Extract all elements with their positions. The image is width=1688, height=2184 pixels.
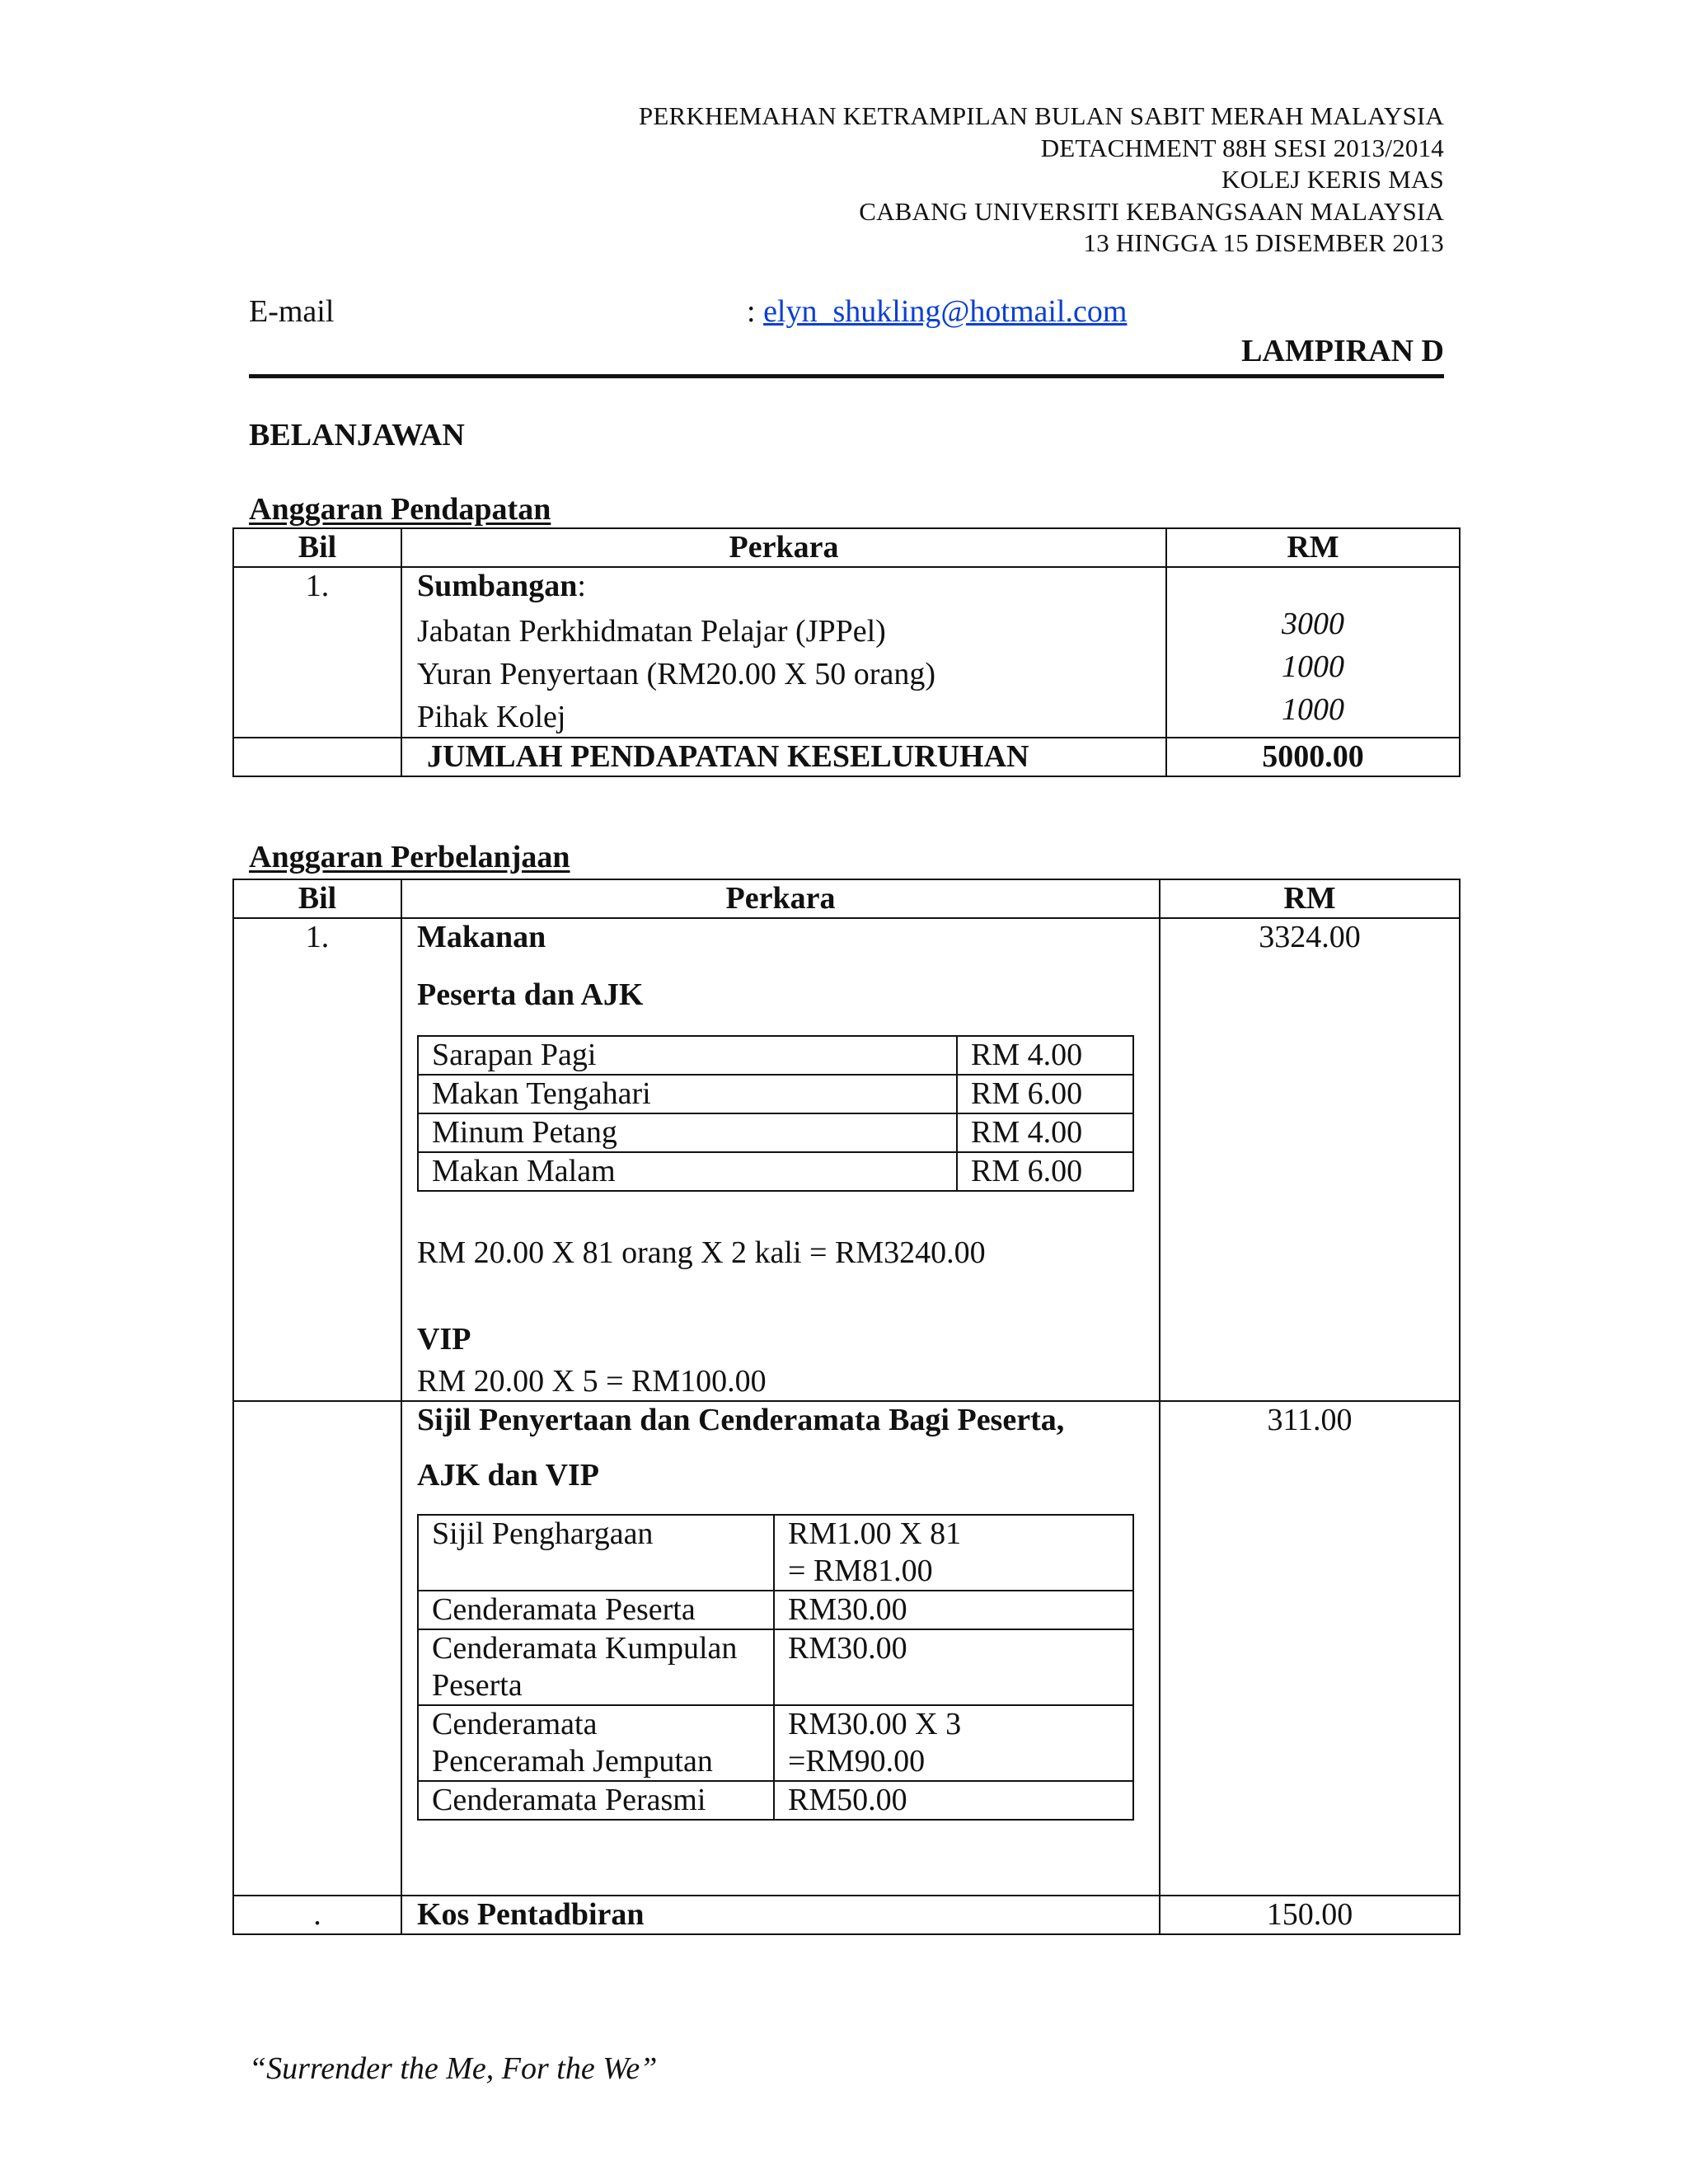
lampiran-label: LAMPIRAN D xyxy=(1241,334,1444,368)
cert-name-line: Peserta xyxy=(432,1668,523,1703)
certs-bil xyxy=(233,1401,401,1896)
food-heading: Makanan xyxy=(417,920,546,954)
cert-price-line: RM30.00 X 3 xyxy=(788,1707,962,1741)
meal-price-table xyxy=(417,1035,1134,1192)
cert-name xyxy=(418,1591,774,1629)
cert-price-line: RM30.00 xyxy=(788,1631,907,1666)
meal-price: RM 4.00 xyxy=(957,1113,1133,1152)
income-item-amount: 3000 xyxy=(1282,607,1344,641)
cert-name-line: Cenderamata Perasmi xyxy=(432,1783,706,1817)
income-row-bil: 1. xyxy=(233,567,401,738)
certs-price-table xyxy=(417,1514,1134,1821)
meal-name: Makan Tengahari xyxy=(418,1075,957,1113)
vip-heading: VIP xyxy=(417,1322,471,1357)
cert-name-line: Cenderamata Peserta xyxy=(432,1592,696,1627)
expense-header-bil: Bil xyxy=(233,879,401,918)
cert-name xyxy=(418,1515,774,1591)
income-section-title: Anggaran Pendapatan xyxy=(249,492,551,527)
meal-name: Sarapan Pagi xyxy=(418,1036,957,1075)
food-perkara xyxy=(401,918,1160,1401)
expense-row-admin xyxy=(233,1896,1460,1934)
cert-price-line: =RM90.00 xyxy=(788,1744,926,1779)
admin-amount: 150.00 xyxy=(1160,1896,1460,1934)
cert-name-line: Cenderamata xyxy=(432,1707,598,1741)
meal-row xyxy=(418,1036,1133,1075)
meal-row xyxy=(418,1075,1133,1113)
expense-header-rm: RM xyxy=(1160,879,1460,918)
cert-name-line: Cenderamata Kumpulan xyxy=(432,1631,738,1666)
cert-row xyxy=(418,1515,1133,1591)
certs-heading-line2: AJK dan VIP xyxy=(417,1458,600,1493)
vip-calculation: RM 20.00 X 5 = RM100.00 xyxy=(417,1364,767,1399)
income-header-perkara: Perkara xyxy=(401,528,1166,567)
footer-motto: “Surrender the Me, For the We” xyxy=(249,2051,658,2086)
header-divider xyxy=(249,374,1444,378)
cert-name xyxy=(418,1781,774,1820)
document-title: BELANJAWAN xyxy=(249,418,465,452)
income-total-row xyxy=(233,738,1460,776)
expense-header-perkara: Perkara xyxy=(401,879,1160,918)
admin-bil: . xyxy=(233,1896,401,1934)
cert-name-line: Penceramah Jemputan xyxy=(432,1744,713,1779)
meal-row xyxy=(418,1113,1133,1152)
expense-row-certs xyxy=(233,1401,1460,1896)
meal-price: RM 4.00 xyxy=(957,1036,1133,1075)
admin-label: Kos Pentadbiran xyxy=(401,1896,1160,1934)
income-item-amount: 1000 xyxy=(1282,692,1344,727)
cert-price xyxy=(774,1781,1133,1820)
expense-row-food xyxy=(233,918,1460,1401)
cert-price-line: RM1.00 X 81 xyxy=(788,1516,962,1551)
income-header-row xyxy=(233,528,1460,567)
document-header xyxy=(639,101,1444,260)
cert-price-line: RM30.00 xyxy=(788,1592,907,1627)
cert-name xyxy=(418,1629,774,1705)
cert-price xyxy=(774,1629,1133,1705)
cert-row xyxy=(418,1591,1133,1629)
income-row-heading xyxy=(417,568,1151,605)
income-heading-suffix: : xyxy=(577,569,586,603)
income-table xyxy=(232,527,1461,777)
header-line-2: DETACHMENT 88H SESI 2013/2014 xyxy=(1040,133,1444,162)
income-item-label: Yuran Penyertaan (RM20.00 X 50 orang) xyxy=(417,657,935,691)
email-value xyxy=(747,293,1127,330)
income-amount-list xyxy=(1182,602,1444,731)
income-item-list xyxy=(417,610,1151,737)
header-line-5: 13 HINGGA 15 DISEMBER 2013 xyxy=(1083,228,1444,257)
income-total-label: JUMLAH PENDAPATAN KESELURUHAN xyxy=(401,738,1166,776)
cert-price xyxy=(774,1705,1133,1781)
certs-amount: 311.00 xyxy=(1160,1401,1460,1896)
food-bil: 1. xyxy=(233,918,401,1401)
income-heading-text: Sumbangan xyxy=(417,569,578,603)
meal-name: Makan Malam xyxy=(418,1152,957,1191)
cert-row xyxy=(418,1781,1133,1820)
header-line-1: PERKHEMAHAN KETRAMPILAN BULAN SABIT MERAH MALAYSIA xyxy=(638,101,1444,130)
email-link[interactable]: elyn_shukling@hotmail.com xyxy=(763,294,1128,329)
income-item-label: Pihak Kolej xyxy=(417,700,566,734)
income-row-perkara xyxy=(401,567,1166,738)
income-row xyxy=(233,567,1460,738)
income-total-bil xyxy=(233,738,401,776)
income-header-bil: Bil xyxy=(233,528,401,567)
expense-table xyxy=(232,879,1461,1935)
income-row-rm xyxy=(1166,567,1460,738)
income-item-label: Jabatan Perkhidmatan Pelajar (JPPel) xyxy=(417,614,886,649)
cert-price-line: = RM81.00 xyxy=(788,1554,933,1588)
cert-price xyxy=(774,1515,1133,1591)
food-amount: 3324.00 xyxy=(1160,918,1460,1401)
email-separator: : xyxy=(747,294,764,329)
meal-row xyxy=(418,1152,1133,1191)
certs-perkara xyxy=(401,1401,1160,1896)
cert-row xyxy=(418,1629,1133,1705)
cert-name xyxy=(418,1705,774,1781)
cert-price xyxy=(774,1591,1133,1629)
certs-heading-line1: Sijil Penyertaan dan Cenderamata Bagi Peserta, xyxy=(417,1403,1065,1437)
cert-price-spacer xyxy=(788,1667,1119,1704)
meal-price: RM 6.00 xyxy=(957,1075,1133,1113)
meal-name: Minum Petang xyxy=(418,1113,957,1152)
cert-price-line: RM50.00 xyxy=(788,1783,907,1817)
header-line-4: CABANG UNIVERSITI KEBANGSAAN MALAYSIA xyxy=(859,196,1444,226)
expense-header-row xyxy=(233,879,1460,918)
income-total-amount: 5000.00 xyxy=(1166,738,1460,776)
income-item-amount: 1000 xyxy=(1282,649,1344,684)
cert-name-line: Sijil Penghargaan xyxy=(432,1516,654,1551)
food-calculation: RM 20.00 X 81 orang X 2 kali = RM3240.00 xyxy=(417,1235,986,1270)
header-line-3: KOLEJ KERIS MAS xyxy=(1221,165,1444,194)
cert-row xyxy=(418,1705,1133,1781)
food-subheading: Peserta dan AJK xyxy=(417,977,644,1012)
expense-section-title: Anggaran Perbelanjaan xyxy=(249,840,570,874)
income-header-rm: RM xyxy=(1166,528,1460,567)
email-label: E-mail xyxy=(249,294,335,329)
meal-price: RM 6.00 xyxy=(957,1152,1133,1191)
